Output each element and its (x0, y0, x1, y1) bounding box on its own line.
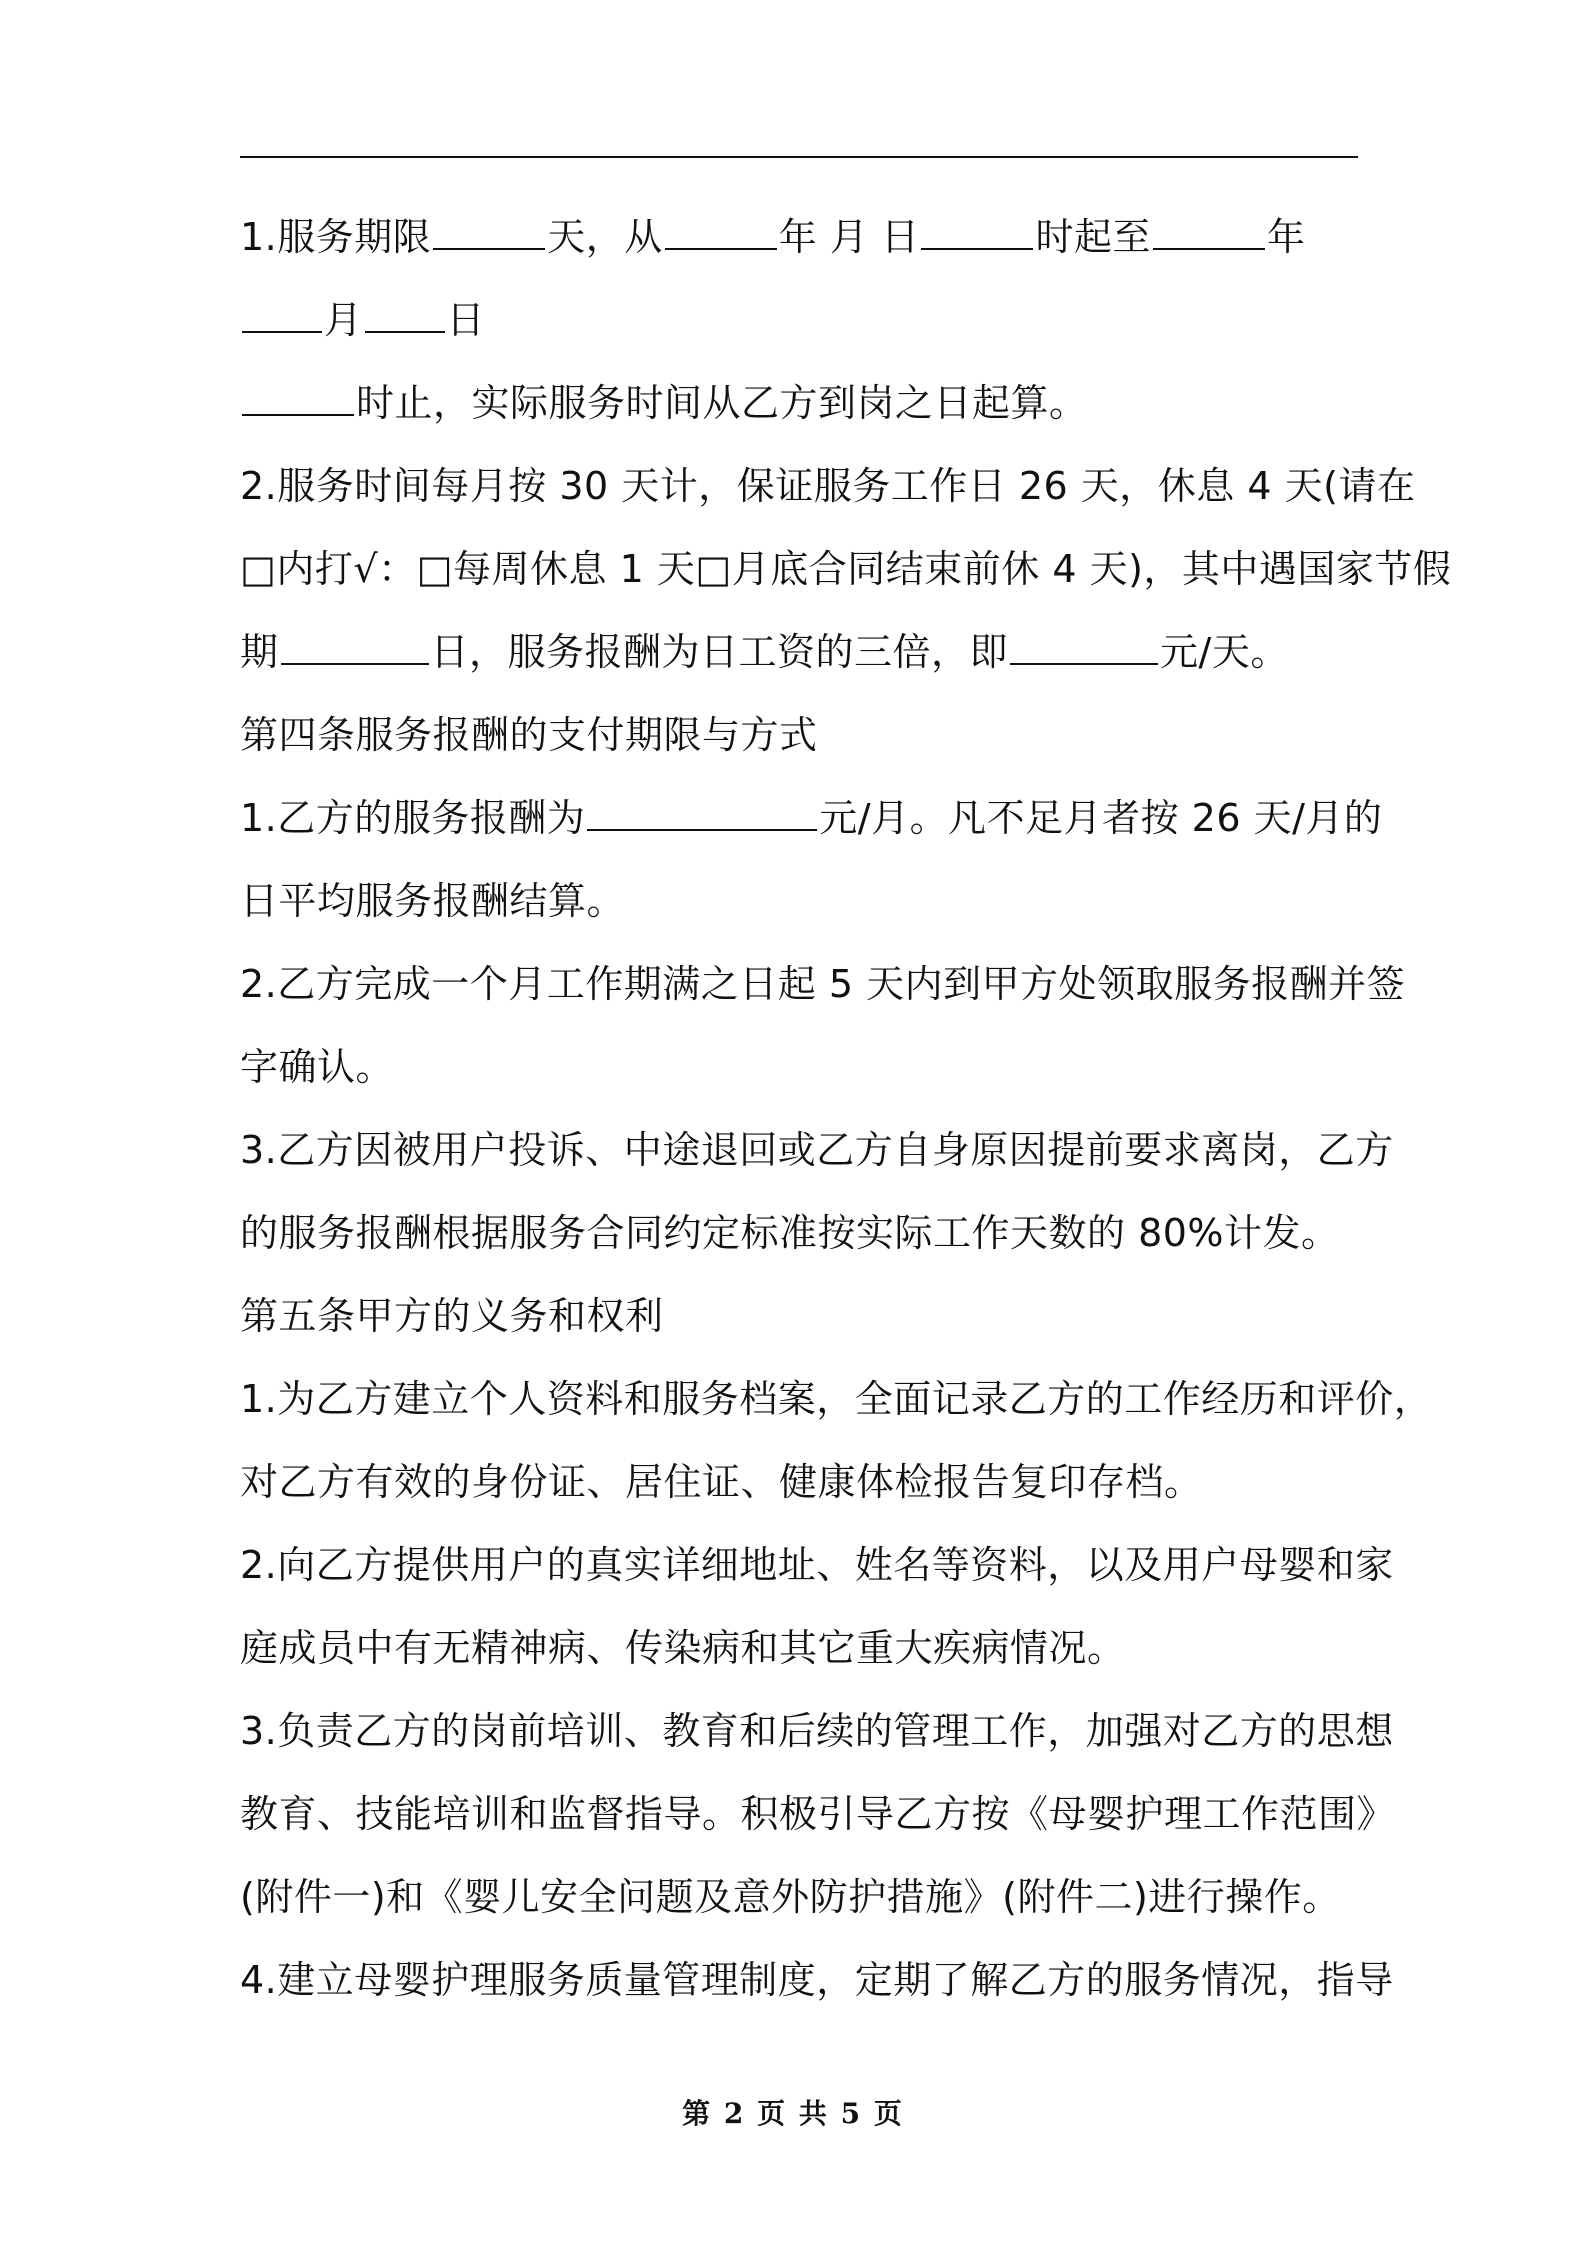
fill-blank (365, 293, 445, 333)
text-line (240, 943, 1406, 1026)
fill-blank (242, 293, 322, 333)
text-segment: 第四条服务报酬的支付期限与方式 (240, 713, 818, 757)
text-segment: 3.负责乙方的岗前培训、教育和后续的管理工作，加强对乙方的思想 (240, 1709, 1394, 1753)
text-segment: 的服务报酬根据服务合同约定标准按实际工作天数的 80%计发。 (240, 1211, 1340, 1255)
header-rule (240, 156, 1358, 158)
page-number: 第 2 页 共 5 页 (682, 2097, 904, 2130)
text-line (240, 1192, 1380, 1275)
text-line (240, 777, 1383, 860)
text-segment: 天，从 (547, 215, 663, 259)
text-line (240, 1773, 1396, 1856)
fill-blank (921, 210, 1033, 250)
text-line (240, 1856, 1380, 1939)
text-segment: 时起至 (1035, 215, 1151, 259)
text-segment: 2.服务时间每月按 30 天计，保证服务工作日 26 天，休息 4 天(请在 (240, 464, 1416, 508)
text-segment: 字确认。 (240, 1045, 395, 1089)
text-segment: 庭成员中有无精神病、传染病和其它重大疾病情况。 (240, 1626, 1126, 1670)
fill-blank (281, 625, 429, 665)
text-line (240, 860, 1380, 943)
text-line (240, 196, 1380, 279)
fill-blank (587, 791, 817, 831)
text-segment: □内打√：□每周休息 1 天□月底合同结束前休 4 天)，其中遇国家节假 (240, 547, 1452, 591)
text-segment: 第五条甲方的义务和权利 (240, 1294, 664, 1338)
text-segment: 日 (446, 298, 486, 342)
text-segment: 月 (324, 298, 363, 342)
text-segment: 日平均服务报酬结算。 (240, 879, 626, 923)
text-segment: 时止，实际服务时间从乙方到岗之日起算。 (356, 381, 1088, 425)
text-segment: 年 月 日 (778, 215, 920, 259)
text-segment: 1.乙方的服务报酬为 (240, 796, 586, 840)
text-segment: 4.建立母婴护理服务质量管理制度，定期了解乙方的服务情况，指导 (240, 1958, 1394, 2002)
section-heading (240, 1275, 1380, 1358)
text-line (240, 279, 1380, 362)
text-segment: 1.服务期限 (240, 215, 432, 259)
text-line (240, 611, 1380, 694)
text-segment: 期 (240, 630, 279, 674)
text-line (240, 1441, 1380, 1524)
text-segment: 1.为乙方建立个人资料和服务档案，全面记录乙方的工作经历和评价， (240, 1377, 1433, 1421)
text-segment: 教育、技能培训和监督指导。积极引导乙方按《母婴护理工作范围》 (240, 1792, 1396, 1836)
text-segment: 年 (1266, 215, 1306, 259)
text-line (240, 1690, 1394, 1773)
text-line (240, 528, 1452, 611)
text-line (240, 1026, 1380, 1109)
text-segment: 2.乙方完成一个月工作期满之日起 5 天内到甲方处领取服务报酬并签 (240, 962, 1406, 1006)
text-line (240, 362, 1380, 445)
document-body (240, 196, 1452, 2022)
text-line (240, 1109, 1394, 1192)
text-line (240, 1939, 1394, 2022)
text-segment: 2.向乙方提供用户的真实详细地址、姓名等资料，以及用户母婴和家 (240, 1543, 1394, 1587)
text-segment: 元/月。凡不足月者按 26 天/月的 (819, 796, 1383, 840)
text-line (240, 1607, 1380, 1690)
fill-blank (242, 376, 354, 416)
text-line (240, 445, 1416, 528)
section-heading (240, 694, 1380, 777)
fill-blank (1153, 210, 1265, 250)
text-segment: 日，服务报酬为日工资的三倍，即 (430, 630, 1009, 674)
fill-blank (1010, 625, 1158, 665)
text-segment: 3.乙方因被用户投诉、中途退回或乙方自身原因提前要求离岗，乙方 (240, 1128, 1394, 1172)
text-line (240, 1524, 1394, 1607)
fill-blank (665, 210, 777, 250)
text-line (240, 1358, 1433, 1441)
fill-blank (433, 210, 545, 250)
text-segment: 元/天。 (1160, 630, 1289, 674)
text-segment: 对乙方有效的身份证、居住证、健康体检报告复印存档。 (240, 1460, 1203, 1504)
text-segment: (附件一)和《婴儿安全问题及意外防护措施》(附件二)进行操作。 (240, 1875, 1341, 1919)
